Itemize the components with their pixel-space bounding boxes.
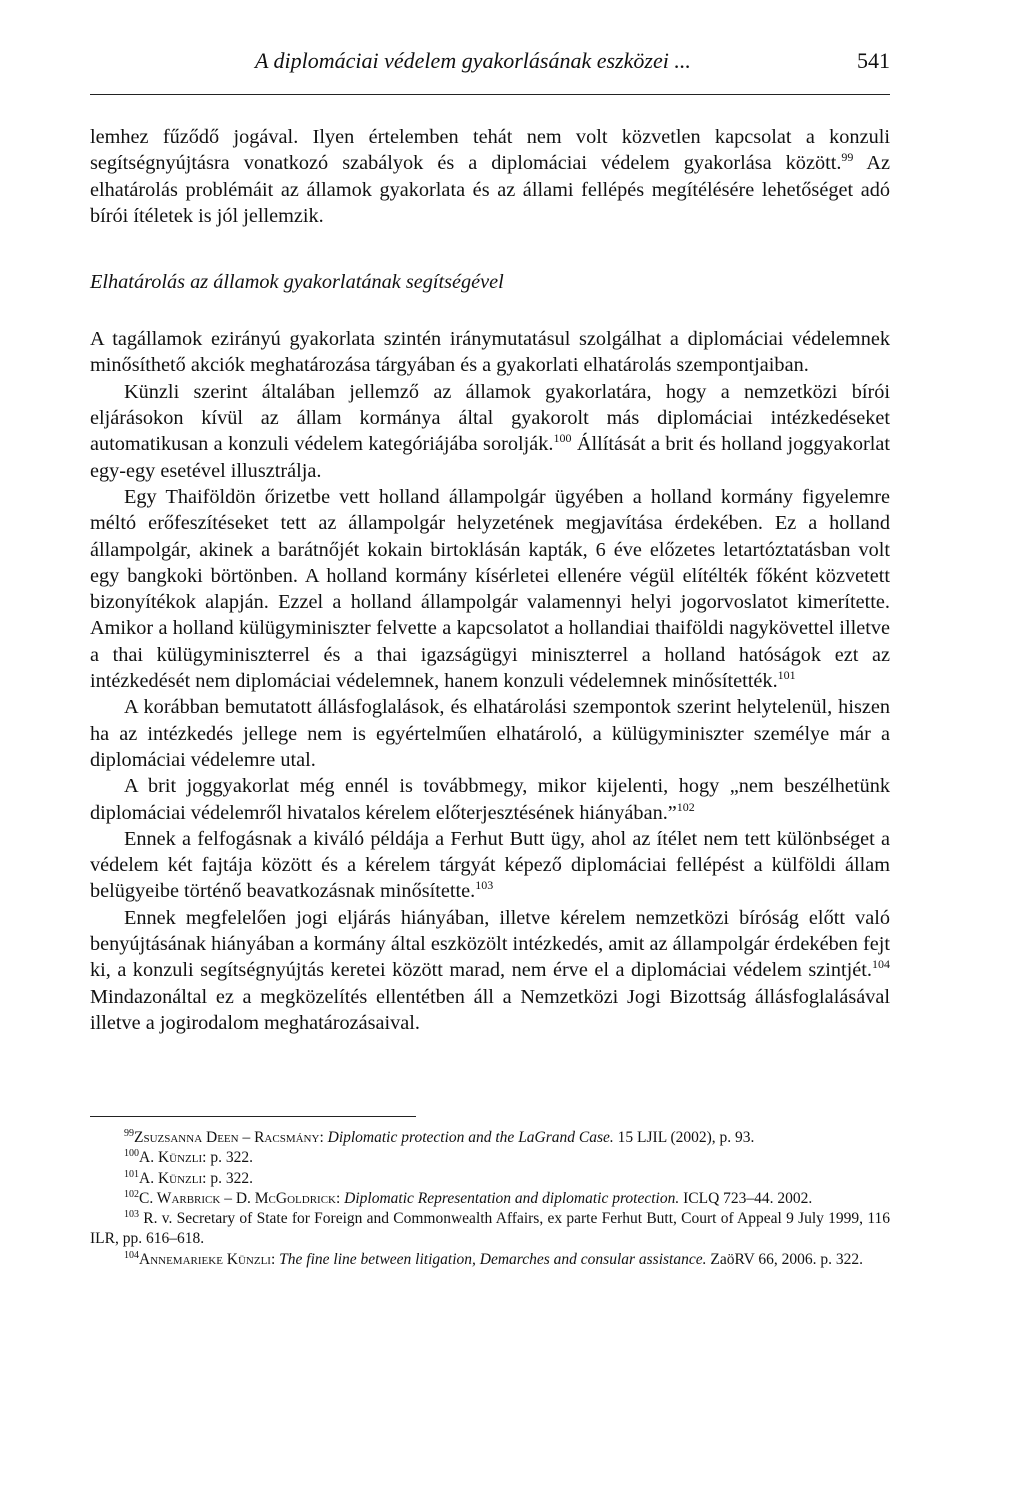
book-page xyxy=(90,0,890,1494)
footnote-ref: 102 xyxy=(676,799,695,814)
running-title: A diplomáciai védelem gyakorlásának eszközei ... xyxy=(255,48,691,73)
footnote-title: Diplomatic protection and the LaGrand Case. xyxy=(327,1129,614,1146)
paragraph-text: Künzli szerint általában jellemző az államok gyakorlatára, hogy a nemzetközi bírói eljárásokon kívül az állam kormánya által gyakorolt más diplomáciai intézkedéseket automatikusan a konzuli védelem kategóriájába sorolják. xyxy=(90,380,890,456)
footnote-text: ICLQ 723–44. 2002. xyxy=(679,1189,813,1207)
paragraph xyxy=(90,124,890,229)
footnote-number: 103 xyxy=(124,1209,139,1221)
paragraph-text: Mindazonáltal ez a megközelítés ellentétben áll a Nemzetközi Jogi Bizottság állásfoglalásával illetve a jogirodalom meghatározásaival. xyxy=(90,985,890,1034)
footnote-author: Annemarieke Künzli: xyxy=(139,1250,276,1268)
footnote-text: R. v. Secretary of State for Foreign and Commonwealth Affairs, ex parte Ferhut Butt, Court of Appeal 9 July 1999, 116 ILR, pp. 616–618. xyxy=(90,1210,890,1248)
footnote xyxy=(90,1189,890,1209)
paragraph xyxy=(90,826,890,905)
footnote-ref: 104 xyxy=(872,957,890,972)
footnote-ref: 101 xyxy=(777,668,796,683)
paragraph-text: Ennek megfelelően jogi eljárás hiányában, illetve kérelem nemzetközi bíróság előtt való benyújtásának hiányában a kormány által eszközölt intézkedés, amit az állampolgár érdekében fejt ki, a konzuli segítségnyújtás keretei között marad, nem érve el a diplomáciai védelem szintjét. xyxy=(90,906,890,982)
footnote xyxy=(90,1128,890,1148)
paragraph-text: A brit joggyakorlat még ennél is továbbmegy, mikor kijelenti, hogy „nem beszélhetünk diplomáciai védelemről hivatalos kérelem előterjesztésének hiányában.” xyxy=(90,775,890,824)
paragraph-text: Egy Thaiföldön őrizetbe vett holland állampolgár ügyében a holland kormány figyelemre méltó erőfeszítéseket tett az állampolgár helyzetének megjavítása érdekében. Ez a holland állampolgár, akinek a barátnőjét kokain birtoklásán kapták, 6 éve előzetes letartóztatásban volt egy bangkoki börtönben. A holland kormány kísérletei ellenére végül elítélték főként közvetett bizonyítékok alapján. Ezzel a holland állampolgár valamennyi helyi jogorvoslatot kimerítette. Amikor a holland külügyminiszter felvette a kapcsolatot a hollandiai thaiföldi nagykövettel illetve a thai külügyminiszterrel és a thai igazságügyi miniszterrel a holland hatóságok ezt az intézkedését nem diplomáciai védelemnek, hanem konzuli védelemnek minősítették. xyxy=(90,485,890,693)
footnote-number: 102 xyxy=(124,1188,139,1200)
paragraph-text: Az elhatárolás problémáit az államok gyakorlata és az állami fellépés megítélésére lehetőséget adó bírói ítéletek is jól jellemzik. xyxy=(90,152,890,227)
section-heading: Elhatárolás az államok gyakorlatának segítségével xyxy=(90,271,504,294)
footnote xyxy=(90,1209,890,1250)
footnote-title: The fine line between litigation, Demarches and consular assistance. xyxy=(279,1250,707,1268)
paragraph-text: A korábban bemutatott állásfoglalások, és elhatárolási szempontok szerint helytelenül, hiszen ha az intézkedés jellege nem is egyértelműen elhatároló, a külügyminiszter személye már a diplomáciai védelemre utal. xyxy=(90,696,890,771)
footnote-text: 15 LJIL (2002), p. 93. xyxy=(613,1129,755,1146)
footnote-number: 101 xyxy=(124,1168,139,1180)
main-text xyxy=(90,124,890,1036)
paragraph-text: Ennek a felfogásnak a kiváló példája a Ferhut Butt ügy, ahol az ítélet nem tett különbséget a védelem két fajtája között és a kérelem tárgyát képező diplomáciai fellépést a külföldi állam belügyeibe történő beavatkozásnak minősítette. xyxy=(90,827,890,903)
footnote-text: ZaöRV 66, 2006. p. 322. xyxy=(706,1250,863,1268)
paragraph xyxy=(90,484,890,694)
header-rule xyxy=(90,94,890,95)
footnote-author: A. Künzli: xyxy=(139,1149,207,1167)
paragraph-text: lemhez fűződő jogával. Ilyen értelemben tehát nem volt közvetlen kapcsolat a konzuli segítségnyújtásra vonatkozó szabályok és a diplomáciai védelem gyakorlása között. xyxy=(90,126,890,175)
paragraph-text: A tagállamok ezirányú gyakorlata szintén iránymutatásul szolgálhat a diplomáciai védelemnek minősíthető akciók meghatározása tárgyában és a gyakorlati elhatárolás szempontjaiban. xyxy=(90,328,890,377)
footnotes xyxy=(90,1128,890,1270)
footnote-ref: 103 xyxy=(475,878,494,893)
footnote-title: Diplomatic Representation and diplomatic protection. xyxy=(344,1189,680,1207)
footnote-text: p. 322. xyxy=(206,1149,253,1167)
paragraph xyxy=(90,773,890,826)
footnote-text: p. 322. xyxy=(206,1169,253,1187)
footnote xyxy=(90,1169,890,1189)
footnote-ref: 100 xyxy=(553,431,572,446)
footnote-number: 100 xyxy=(124,1148,139,1160)
page-header xyxy=(90,48,890,88)
footnote-author: C. Warbrick – D. McGoldrick: xyxy=(139,1189,341,1207)
footnote xyxy=(90,1250,890,1270)
footnote-number: 99 xyxy=(124,1128,134,1139)
page-number: 541 xyxy=(857,48,890,73)
paragraph xyxy=(90,379,890,484)
paragraph-text: Állítását a brit és holland joggyakorlat egy-egy esetével illusztrálja. xyxy=(90,433,890,482)
footnote-author: Zsuzsanna Deen – Racsmány: xyxy=(134,1129,324,1146)
paragraph xyxy=(90,694,890,773)
footnote-author: A. Künzli: xyxy=(139,1169,207,1187)
paragraph xyxy=(90,326,890,379)
footnote-ref: 99 xyxy=(841,150,854,165)
footnote-number: 104 xyxy=(124,1249,139,1261)
paragraph xyxy=(90,905,890,1036)
footnote xyxy=(90,1148,890,1168)
footnote-rule xyxy=(90,1116,416,1117)
